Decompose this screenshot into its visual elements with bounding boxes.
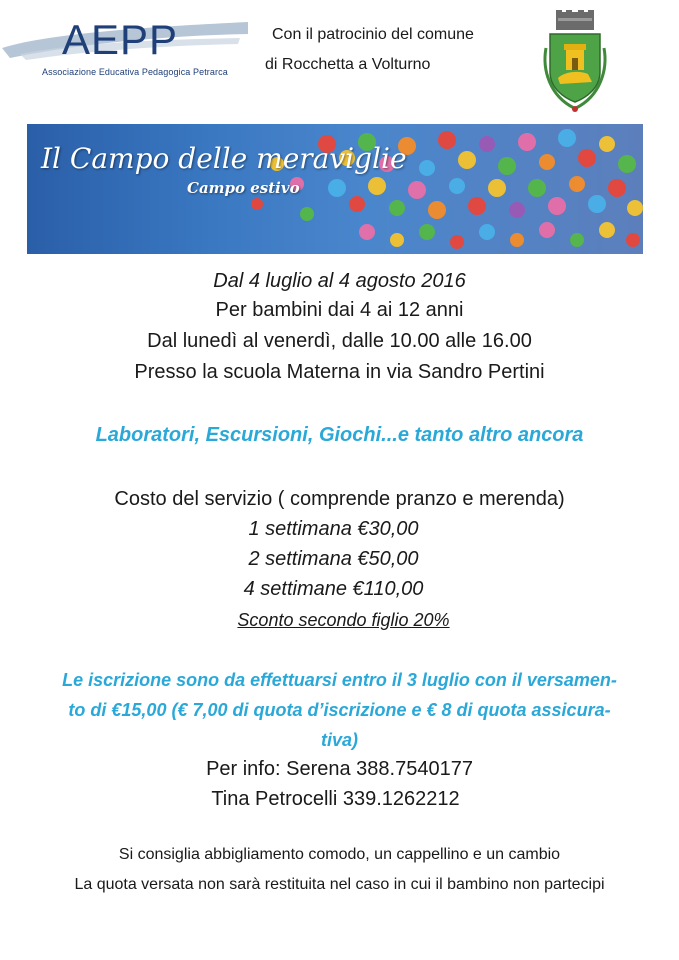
- registration-line: tiva): [320, 730, 358, 750]
- patronage-line: Con il patrocinio del comune: [272, 26, 474, 43]
- cost-item: 1 settimana €30,00: [248, 518, 419, 540]
- registration-line: Le iscrizione sono da effettuarsi entro il 3 luglio con il versamen-: [62, 670, 617, 690]
- age-range: Per bambini dai 4 ai 12 anni: [215, 299, 464, 321]
- contact-info: Tina Petrocelli 339.1262212: [211, 788, 460, 810]
- campaign-banner: [27, 124, 643, 254]
- schedule: Dal lunedì al venerdì, dalle 10.00 alle 16.00: [147, 330, 532, 352]
- cost-item: 4 settimane €110,00: [243, 578, 424, 600]
- banner-title: Il Campo delle meraviglie: [41, 142, 407, 175]
- municipal-crest-icon: [540, 8, 610, 114]
- municipality-name: di Rocchetta a Volturno: [265, 56, 431, 73]
- cost-item: 2 settimana €50,00: [248, 548, 419, 570]
- refund-note: La quota versata non sarà restituita nel caso in cui il bambino non partecipi: [74, 876, 605, 893]
- banner-subtitle: Campo estivo: [187, 179, 300, 197]
- location: Presso la scuola Materna in via Sandro Pertini: [134, 361, 545, 383]
- clothing-note: Si consiglia abbigliamento comodo, un cappellino e un cambio: [118, 846, 561, 863]
- registration-line: to di €15,00 (€ 7,00 di quota d’iscrizione e € 8 di quota assicura-: [68, 700, 611, 720]
- organization-logo: AEPP: [62, 16, 179, 63]
- event-dates: Dal 4 luglio al 4 agosto 2016: [213, 270, 466, 292]
- activities-tagline: Laboratori, Escursioni, Giochi...e tanto altro ancora: [95, 424, 584, 446]
- discount-note: Sconto secondo figlio 20%: [237, 610, 450, 630]
- organization-name: Associazione Educativa Pedagogica Petrarca: [42, 67, 228, 77]
- contact-info: Per info: Serena 388.7540177: [206, 758, 473, 780]
- cost-heading: Costo del servizio ( comprende pranzo e merenda): [114, 488, 565, 510]
